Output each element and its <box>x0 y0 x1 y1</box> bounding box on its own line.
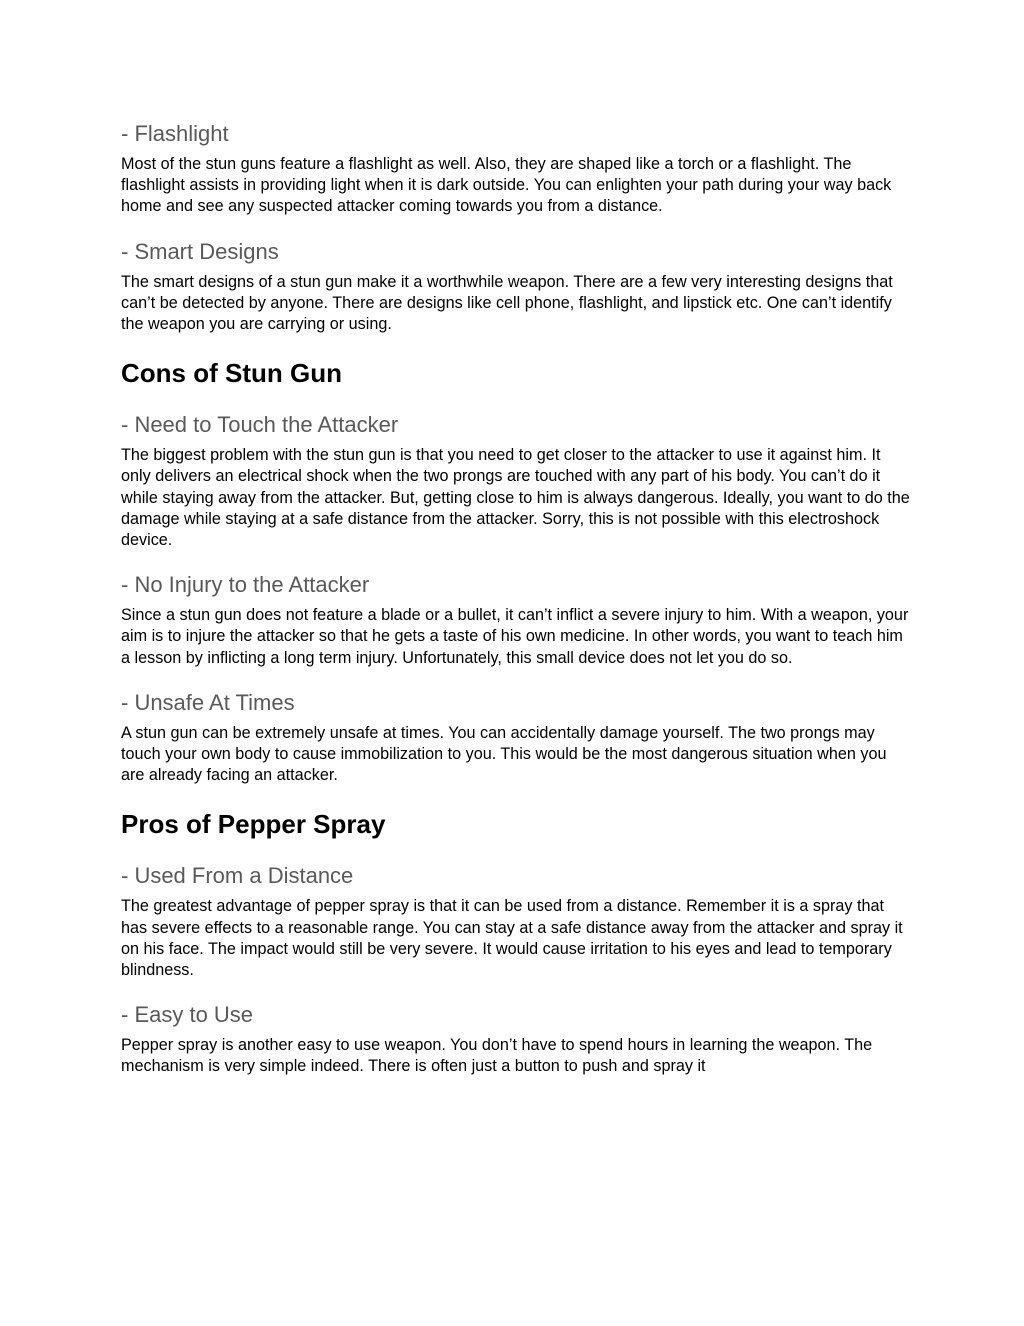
section-paragraph: Pepper spray is another easy to use weapon. You don’t have to spend hours in learning the weapon. The mechanism is very simple indeed. There is often just a button to push and spray it <box>121 1036 873 1076</box>
section-heading: - Unsafe At Times <box>121 689 295 715</box>
section-paragraph: The smart designs of a stun gun make it a worthwhile weapon. There are a few very interesting designs that can’t be detected by anyone. There are designs like cell phone, flashlight, and lipstick etc. One can’t identify the weapon you are carrying or using. <box>121 272 893 334</box>
section-heading: - No Injury to the Attacker <box>121 572 370 598</box>
section-heading: - Easy to Use <box>121 1002 254 1028</box>
section-heading: - Need to Touch the Attacker <box>121 412 399 438</box>
cons-title: Cons of Stun Gun <box>121 358 342 389</box>
section-heading: - Smart Designs <box>121 238 279 264</box>
section-heading: - Flashlight <box>121 121 229 146</box>
pros-title: Pros of Pepper Spray <box>121 809 386 840</box>
section-paragraph: A stun gun can be extremely unsafe at times. You can accidentally damage yourself. The two prongs may touch your own body to cause immobilization to you. This would be the most dangerous situation when you are already facing an attacker. <box>121 723 887 785</box>
section-heading: - Used From a Distance <box>121 863 354 889</box>
section-paragraph: Since a stun gun does not feature a blade or a bullet, it can’t inflict a severe injury to him. With a weapon, your aim is to injure the attacker so that he gets a taste of his own medicine. In other words, you want to teach him a lesson by inflicting a long term injury. Unfortunately, this small device does not let you do so. <box>121 606 909 667</box>
document-page <box>121 120 911 1078</box>
section-paragraph: Most of the stun guns feature a flashlight as well. Also, they are shaped like a torch or a flashlight. The flashlight assists in providing light when it is dark outside. You can enlighten your path during your way back home and see any suspected attacker coming towards you from a distance. <box>121 155 892 216</box>
section-paragraph: The biggest problem with the stun gun is that you need to get closer to the attacker to use it against him. It only delivers an electrical shock when the two prongs are touched with any part of his body. You can’t do it while staying away from the attacker. But, getting close to him is always dangerous. Ideally, you want to do the damage while staying at a safe distance from the attacker. Sorry, this is not possible with this electroshock device. <box>121 446 910 550</box>
section-paragraph: The greatest advantage of pepper spray is that it can be used from a distance. Remember it is a spray that has severe effects to a reasonable range. You can stay at a safe distance away from the attacker and spray it on his face. The impact would still be very severe. It would cause irritation to his eyes and lead to temporary blindness. <box>121 897 903 980</box>
